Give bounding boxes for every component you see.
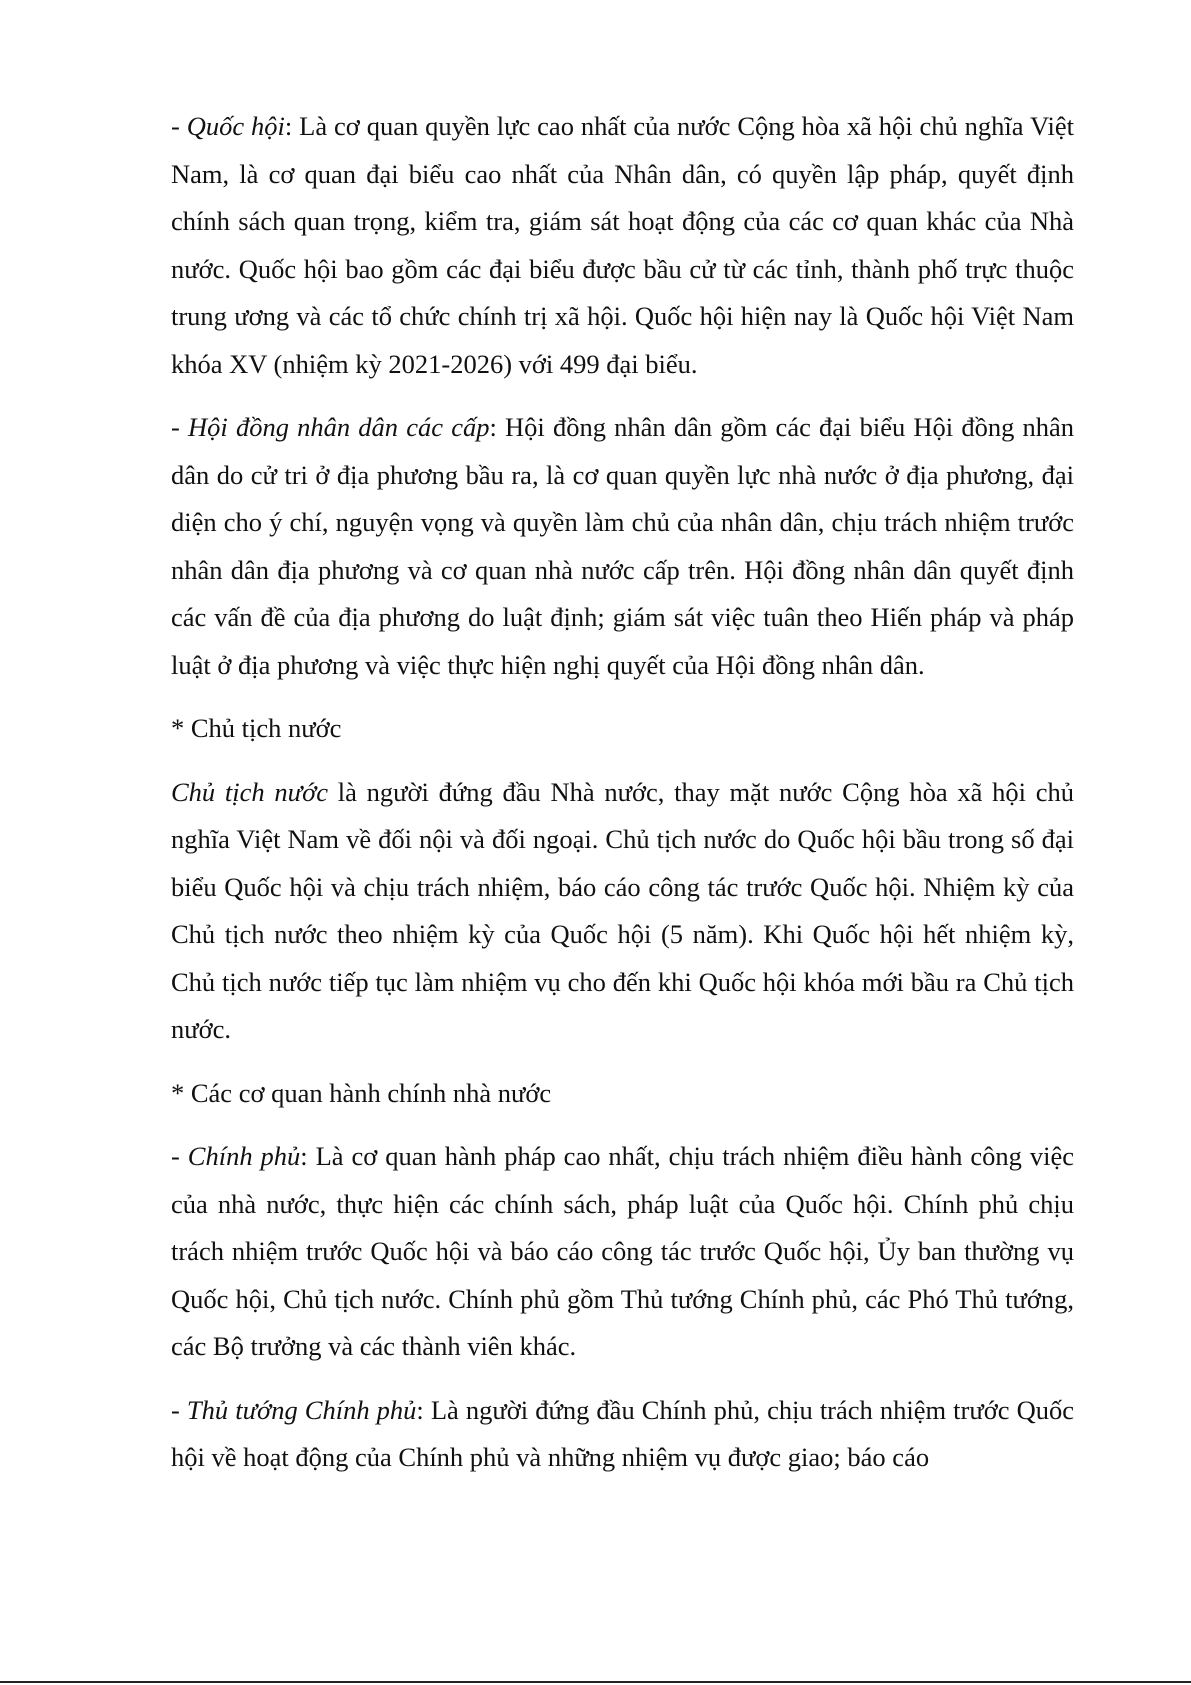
term-chinh-phu: Chính phủ [187,1141,301,1171]
paragraph-chu-tich-nuoc [171,769,1074,1054]
paragraph-text: : Là cơ quan quyền lực cao nhất của nước Cộng hòa xã hội chủ nghĩa Việt Nam, là cơ quan đại biểu cao nhất của Nhân dân, có quyền lập pháp, quyết định chính sách quan trọng, kiểm tra, giám sát hoạt động của các cơ quan khác của Nhà nước. Quốc hội bao gồm các đại biểu được bầu cử từ các tỉnh, thành phố trực thuộc trung ương và các tổ chức chính trị xã hội. Quốc hội hiện nay là Quốc hội Việt Nam khóa XV (nhiệm kỳ 2021-2026) với 499 đại biểu. [171,111,1074,379]
section-heading-chu-tich-nuoc: * Chủ tịch nước [171,713,342,743]
term-hoi-dong-nhan-dan: Hội đồng nhân dân các cấp [188,412,490,442]
list-dash: - [171,1394,187,1425]
term-thu-tuong: Thủ tướng Chính phủ [186,1394,417,1425]
document-page [171,103,1074,1498]
term-chu-tich-nuoc: Chủ tịch nước [171,776,329,807]
paragraph-text: : Hội đồng nhân dân gồm các đại biểu Hội đồng nhân dân do cử tri ở địa phương bầu ra, là cơ quan quyền lực nhà nước ở địa phương, đại diện cho ý chí, nguyện vọng và quyền làm chủ của nhân dân, chịu trách nhiệm trước nhân dân địa phương và cơ quan nhà nước cấp trên. Hội đồng nhân dân quyết định các vấn đề của địa phương do luật định; giám sát việc tuân theo Hiến pháp và pháp luật ở địa phương và việc thực hiện nghị quyết của Hội đồng nhân dân. [171,412,1075,680]
term-quoc-hoi: Quốc hội [186,111,285,141]
paragraph-text: là người đứng đầu Nhà nước, thay mặt nước Cộng hòa xã hội chủ nghĩa Việt Nam về đối nội và đối ngoại. Chủ tịch nước do Quốc hội bầu trong số đại biểu Quốc hội và chịu trách nhiệm, báo cáo công tác trước Quốc hội. Nhiệm kỳ của Chủ tịch nước theo nhiệm kỳ của Quốc hội (5 năm). Khi Quốc hội hết nhiệm kỳ, Chủ tịch nước tiếp tục làm nhiệm vụ cho đến khi Quốc hội khóa mới bầu ra Chủ tịch nước. [171,776,1074,1044]
list-dash: - [171,111,187,141]
section-heading-co-quan-hanh-chinh: * Các cơ quan hành chính nhà nước [171,1077,552,1108]
paragraph-text: : Là người đứng đầu Chính phủ, chịu trách nhiệm trước Quốc hội về hoạt động của Chính phủ và những nhiệm vụ được giao; báo cáo [171,1394,1074,1472]
paragraph-thu-tuong [171,1387,1074,1482]
list-dash: - [171,412,189,442]
page-bottom-rule [0,1681,1191,1683]
paragraph-chinh-phu [171,1133,1074,1371]
list-dash: - [171,1141,188,1171]
paragraph-hoi-dong-nhan-dan [171,404,1074,689]
paragraph-quoc-hoi [171,103,1074,388]
paragraph-text: : Là cơ quan hành pháp cao nhất, chịu trách nhiệm điều hành công việc của nhà nước, thực hiện các chính sách, pháp luật của Quốc hội. Chính phủ chịu trách nhiệm trước Quốc hội và báo cáo công tác trước Quốc hội, Ủy ban thường vụ Quốc hội, Chủ tịch nước. Chính phủ gồm Thủ tướng Chính phủ, các Phó Thủ tướng, các Bộ trưởng và các thành viên khác. [171,1141,1074,1361]
